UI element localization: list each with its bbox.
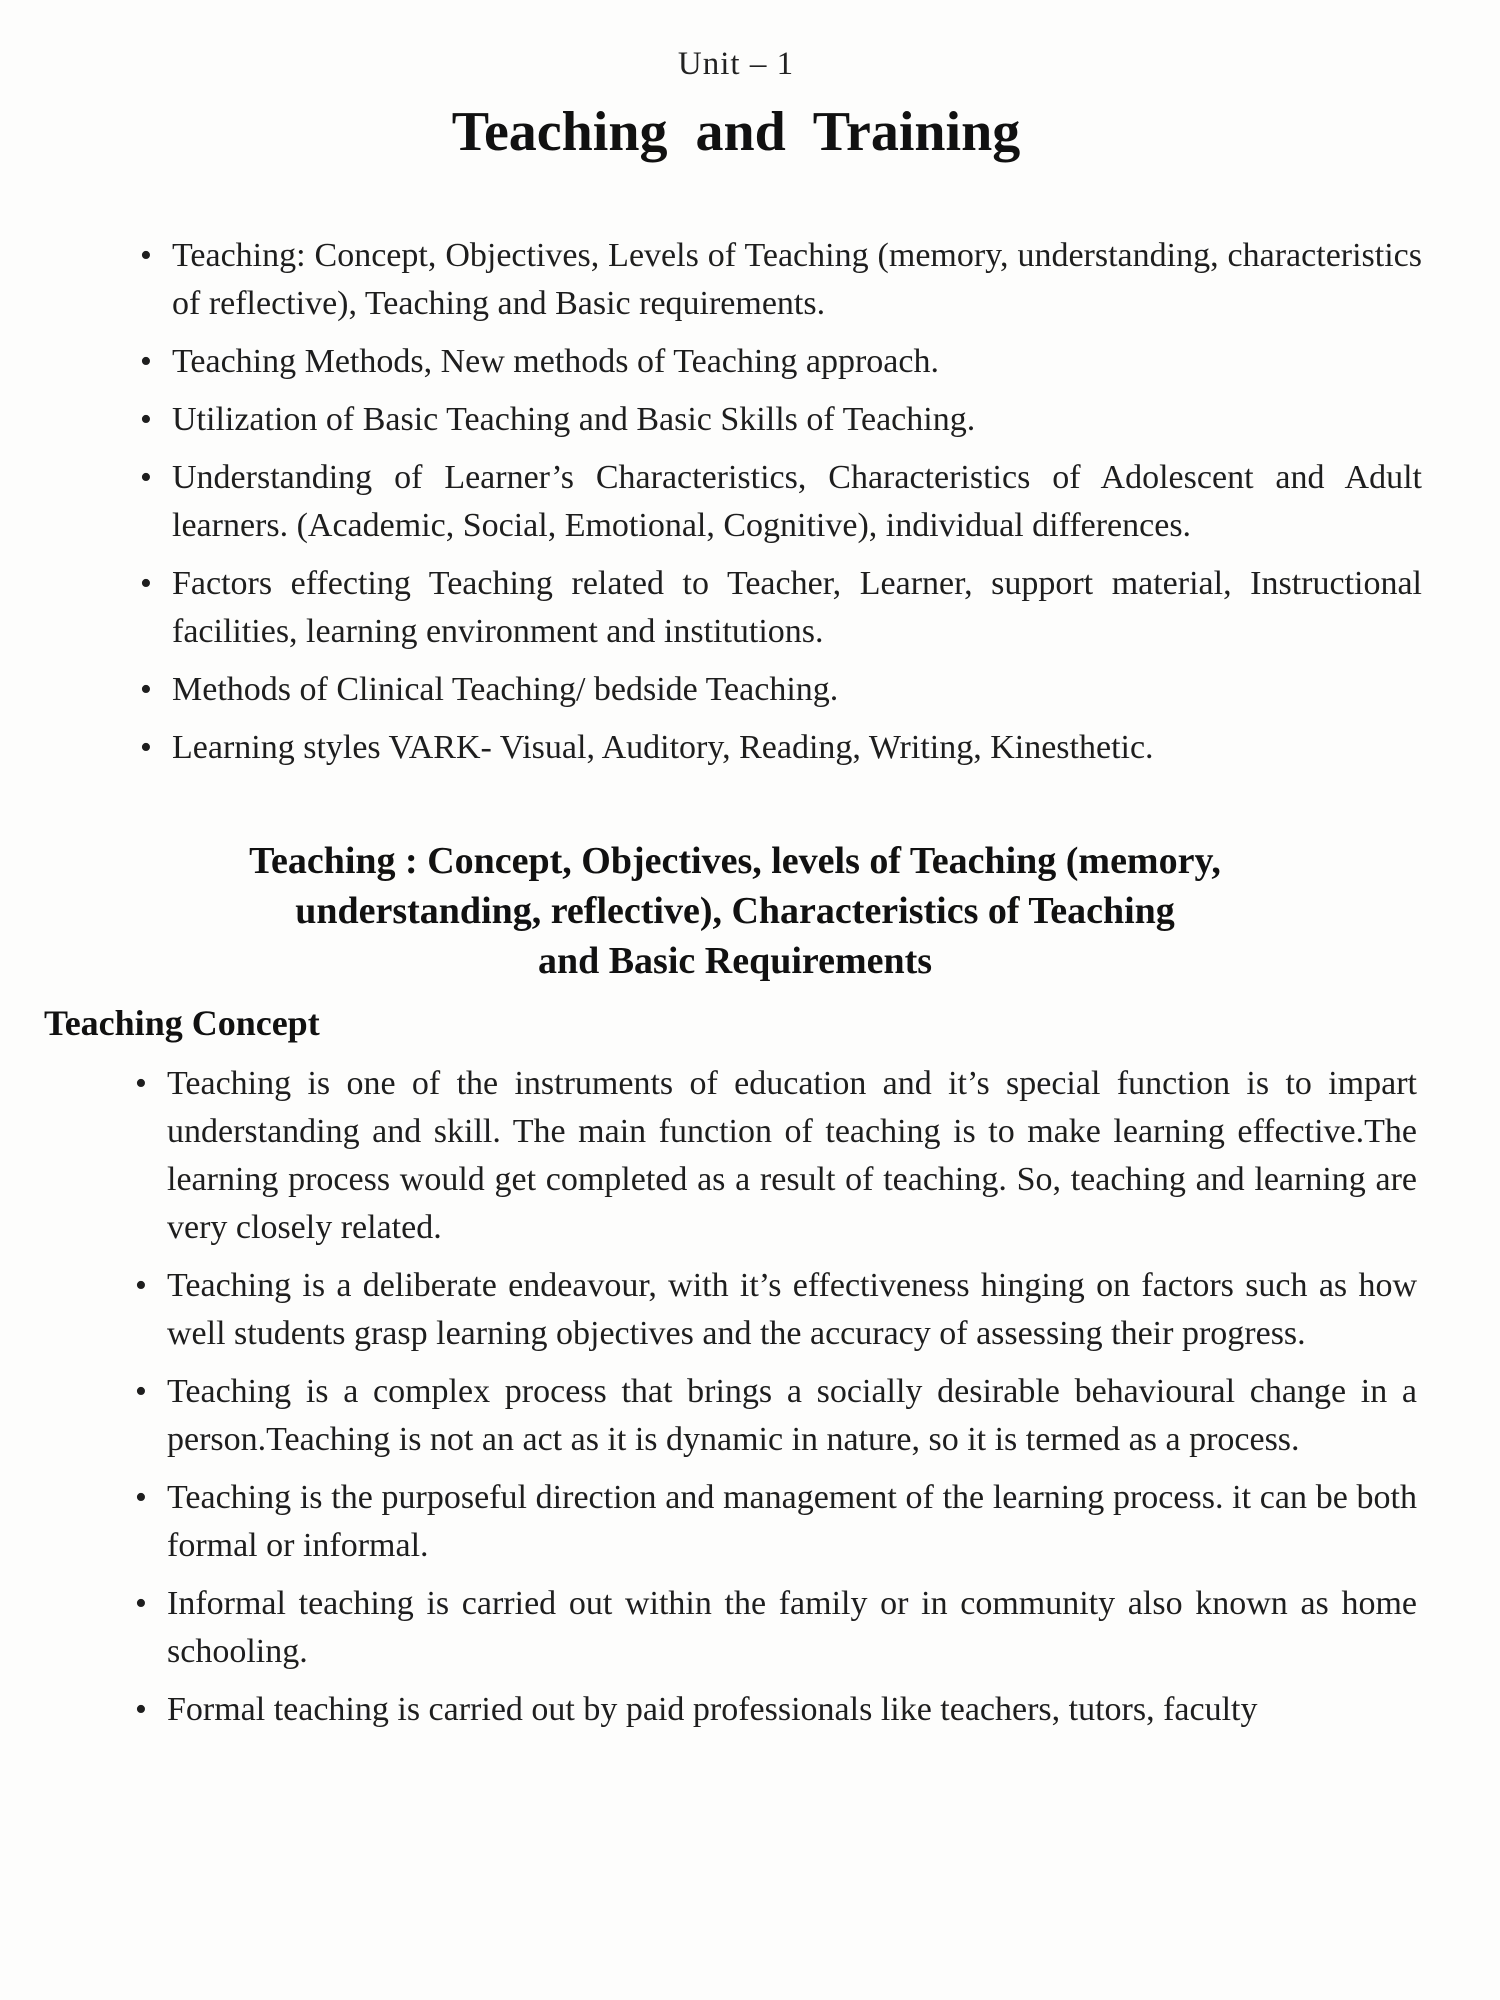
bullet-icon: • xyxy=(135,1479,147,1516)
bullet-icon: • xyxy=(140,459,152,496)
concept-text: Teaching is a deliberate endeavour, with it’s effectiveness hinging on factors such as how well students grasp learning objectives and the accuracy of assessing their progress. xyxy=(167,1267,1417,1352)
concept-item xyxy=(135,1686,1417,1734)
topic-text: Teaching: Concept, Objectives, Levels of Teaching (memory, understanding, characteristics of reflective), Teaching and Basic requirements. xyxy=(172,237,1422,322)
topic-text: Learning styles VARK- Visual, Auditory, Reading, Writing, Kinesthetic. xyxy=(172,729,1154,766)
concept-item xyxy=(135,1368,1417,1464)
topic-text: Factors effecting Teaching related to Teacher, Learner, support material, Instructional facilities, learning environment and institutions. xyxy=(172,565,1422,650)
section-heading-line: and Basic Requirements xyxy=(537,940,933,982)
topic-text: Methods of Clinical Teaching/ bedside Teaching. xyxy=(172,671,839,708)
topic-text: Understanding of Learner’s Characteristics, Characteristics of Adolescent and Adult learners. (Academic, Social, Emotional, Cognitive), individual differences. xyxy=(172,459,1422,544)
concept-item xyxy=(135,1580,1417,1676)
concept-item xyxy=(135,1474,1417,1570)
page-title: Teaching and Training xyxy=(451,101,1021,163)
section-heading-line: understanding, reflective), Characteristics of Teaching xyxy=(295,890,1175,932)
topic-text: Utilization of Basic Teaching and Basic Skills of Teaching. xyxy=(172,401,976,438)
topics-list xyxy=(140,232,1422,782)
topic-item xyxy=(140,396,1422,444)
topic-item xyxy=(140,338,1422,386)
concept-text: Informal teaching is carried out within the family or in community also known as home schooling. xyxy=(167,1585,1417,1670)
bullet-icon: • xyxy=(135,1065,147,1102)
bullet-icon: • xyxy=(140,565,152,602)
topic-text: Teaching Methods, New methods of Teaching approach. xyxy=(172,343,939,380)
bullet-icon: • xyxy=(140,729,152,766)
bullet-icon: • xyxy=(140,343,152,380)
bullet-icon: • xyxy=(135,1691,147,1728)
bullet-icon: • xyxy=(135,1267,147,1304)
unit-label: Unit – 1 xyxy=(677,46,795,82)
topic-item xyxy=(140,724,1422,772)
topic-item xyxy=(140,666,1422,714)
section-heading-line: Teaching : Concept, Objectives, levels of Teaching (memory, xyxy=(249,840,1221,882)
topic-item xyxy=(140,454,1422,550)
section-heading xyxy=(120,836,1350,986)
topic-item xyxy=(140,232,1422,328)
bullet-icon: • xyxy=(140,401,152,438)
subheading-teaching-concept: Teaching Concept xyxy=(44,1003,320,1043)
concept-text: Teaching is the purposeful direction and management of the learning process. it can be both formal or informal. xyxy=(167,1479,1417,1564)
concept-list xyxy=(135,1060,1417,1744)
concept-item xyxy=(135,1262,1417,1358)
concept-item xyxy=(135,1060,1417,1252)
bullet-icon: • xyxy=(135,1585,147,1622)
bullet-icon: • xyxy=(140,237,152,274)
concept-text: Teaching is a complex process that brings a socially desirable behavioural change in a person.Teaching is not an act as it is dynamic in nature, so it is termed as a process. xyxy=(167,1373,1417,1458)
bullet-icon: • xyxy=(135,1373,147,1410)
bullet-icon: • xyxy=(140,671,152,708)
concept-text: Teaching is one of the instruments of education and it’s special function is to impart understanding and skill. The main function of teaching is to make learning effective.The learning process would get completed as a result of teaching. So, teaching and learning are very closely related. xyxy=(167,1065,1417,1246)
concept-text: Formal teaching is carried out by paid professionals like teachers, tutors, faculty xyxy=(167,1691,1258,1728)
topic-item xyxy=(140,560,1422,656)
